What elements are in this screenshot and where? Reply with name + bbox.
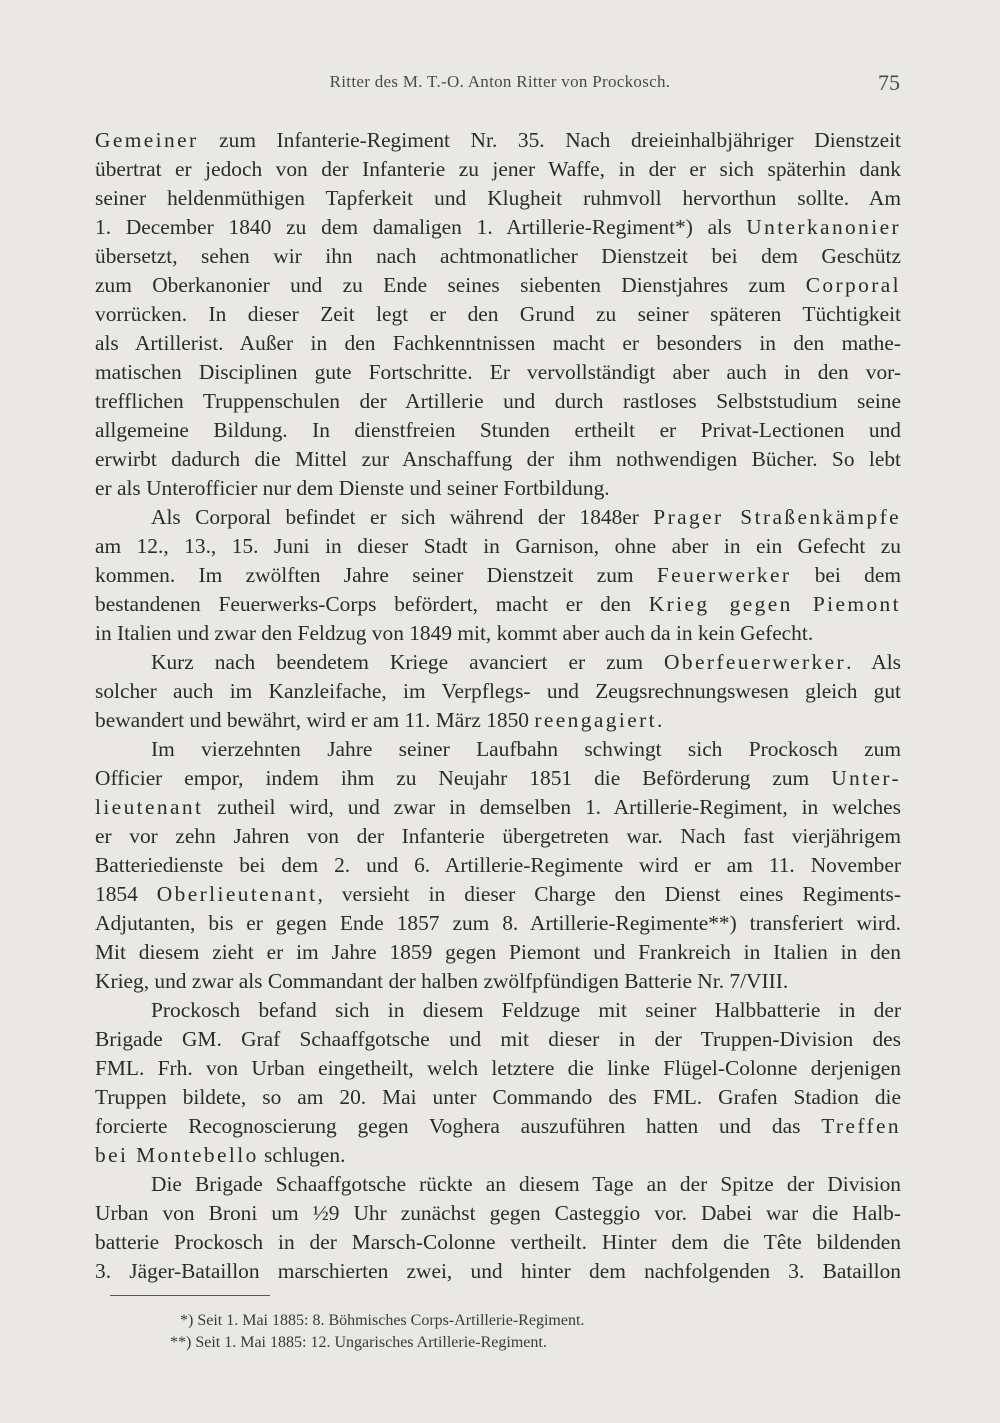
text-run: zum Oberkanonier und zu Ende seines siebenten Dienstjahres zum xyxy=(95,273,806,297)
text-line xyxy=(95,387,901,416)
text-line xyxy=(95,851,901,880)
text-run: Urban von Broni um ½9 Uhr zunächst gegen Casteggio vor. Dabei war die Halb- xyxy=(95,1201,901,1225)
text-line xyxy=(95,938,901,967)
text-run: Im vierzehnten Jahre seiner Laufbahn schwingt sich Prockosch zum xyxy=(151,737,901,761)
text-line xyxy=(95,503,901,532)
text-line xyxy=(95,1141,901,1170)
text-run: zum Infanterie-Regiment Nr. 35. Nach dreieinhalbjähriger Dienstzeit xyxy=(198,128,901,152)
text-run: in Italien und zwar den Feldzug von 1849 mit, kommt aber auch da in kein Gefecht. xyxy=(95,621,814,645)
footnotes xyxy=(150,1310,850,1354)
text-run: matischen Disciplinen gute Fortschritte. Er vervollständigt aber auch in den vor- xyxy=(95,360,901,384)
spaced-emphasis: Corporal xyxy=(805,273,901,297)
spaced-emphasis: lieutenant xyxy=(95,795,204,819)
text-run: . Als xyxy=(846,650,901,674)
text-line xyxy=(95,996,901,1025)
body-text xyxy=(95,126,901,1286)
text-run: Prockosch befand sich in diesem Feldzuge mit seiner Halbbatterie in der xyxy=(151,998,901,1022)
text-run: 3. Jäger-Bataillon marschierten zwei, und hinter dem nachfolgenden 3. Bataillon xyxy=(95,1259,901,1283)
text-line xyxy=(95,793,901,822)
text-line xyxy=(95,242,901,271)
text-line xyxy=(95,329,901,358)
footnote-1: *) Seit 1. Mai 1885: 8. Böhmisches Corps-Artillerie-Regiment. xyxy=(180,1312,585,1329)
text-run: bewandert und bewährt, wird er am 11. März 1850 xyxy=(95,708,535,732)
text-run: übertrat er jedoch von der Infanterie zu jener Waffe, in der er sich späterhin dank xyxy=(95,157,901,181)
text-line xyxy=(95,416,901,445)
text-line xyxy=(95,764,901,793)
spaced-emphasis: Feuerwerker xyxy=(656,563,792,587)
text-line xyxy=(95,967,901,996)
text-run: erwirbt dadurch die Mittel zur Anschaffung der ihm nothwendigen Bücher. So lebt xyxy=(95,447,901,471)
text-run: 1854 xyxy=(95,882,157,906)
text-line xyxy=(95,474,901,503)
text-run: forcierte Recognoscierung gegen Voghera auszuführen hatten und das xyxy=(95,1114,822,1138)
running-head: Ritter des M. T.-O. Anton Ritter von Prockosch. xyxy=(329,72,671,91)
text-line xyxy=(95,619,901,648)
spaced-emphasis: Unter- xyxy=(831,766,901,790)
spaced-emphasis: Prager Straßenkämpfe xyxy=(653,505,901,529)
text-line xyxy=(95,1083,901,1112)
text-run: Batteriedienste bei dem 2. und 6. Artillerie-Regimente wird er am 11. November xyxy=(95,853,901,877)
text-run: Als Corporal befindet er sich während der 1848er xyxy=(151,505,654,529)
text-run: er als Unterofficier nur dem Dienste und seiner Fortbildung. xyxy=(95,476,610,500)
spaced-emphasis: reengagiert xyxy=(534,708,657,732)
text-run: Officier empor, indem ihm zu Neujahr 1851 die Beförderung zum xyxy=(95,766,832,790)
text-run: seiner heldenmüthigen Tapferkeit und Klugheit ruhmvoll hervorthun sollte. Am xyxy=(95,186,901,210)
footnote-rule xyxy=(110,1295,270,1296)
page-number: 75 xyxy=(878,70,900,95)
text-line xyxy=(95,677,901,706)
text-run: als Artillerist. Außer in den Fachkenntnissen macht er besonders in den mathe- xyxy=(95,331,901,355)
text-run: am 12., 13., 15. Juni in dieser Stadt in Garnison, ohne aber in ein Gefecht zu xyxy=(95,534,901,558)
text-run: solcher auch im Kanzleifache, im Verpflegs- und Zeugsrechnungswesen gleich gut xyxy=(95,679,901,703)
text-run: 1. December 1840 zu dem damaligen 1. Artillerie-Regiment*) als xyxy=(95,215,747,239)
spaced-emphasis: Oberfeuerwerker xyxy=(664,650,847,674)
text-run: vorrücken. In dieser Zeit legt er den Grund zu seiner späteren Tüchtigkeit xyxy=(95,302,901,326)
text-line xyxy=(95,1025,901,1054)
text-line xyxy=(95,1054,901,1083)
text-run: Die Brigade Schaaffgotsche rückte an diesem Tage an der Spitze der Division xyxy=(151,1172,901,1196)
text-line xyxy=(95,300,901,329)
text-run: Kurz nach beendetem Kriege avanciert er zum xyxy=(151,650,664,674)
text-run: er vor zehn Jahren von der Infanterie übergetreten war. Nach fast vierjährigem xyxy=(95,824,901,848)
text-line xyxy=(95,648,901,677)
spaced-emphasis: Oberlieutenant xyxy=(156,882,318,906)
text-line xyxy=(95,822,901,851)
text-run: Mit diesem zieht er im Jahre 1859 gegen Piemont und Frankreich in Italien in den xyxy=(95,940,901,964)
footnote-2: **) Seit 1. Mai 1885: 12. Ungarisches Artillerie-Regiment. xyxy=(170,1334,547,1351)
spaced-emphasis: Unterkanonier xyxy=(746,215,901,239)
text-line xyxy=(95,735,901,764)
text-line xyxy=(95,706,901,735)
page-header xyxy=(0,70,1000,100)
text-line xyxy=(95,1257,901,1286)
text-run: kommen. Im zwölften Jahre seiner Dienstzeit zum xyxy=(95,563,657,587)
text-run: zutheil wird, und zwar in demselben 1. Artillerie-Regiment, in welches xyxy=(203,795,901,819)
text-line xyxy=(95,1170,901,1199)
text-line xyxy=(95,358,901,387)
text-line xyxy=(95,1199,901,1228)
text-line xyxy=(95,155,901,184)
text-line xyxy=(95,1228,901,1257)
text-line xyxy=(95,126,901,155)
text-line xyxy=(95,909,901,938)
text-run: FML. Frh. von Urban eingetheilt, welch letztere die linke Flügel-Colonne derjenigen xyxy=(95,1056,901,1080)
text-line xyxy=(95,213,901,242)
text-line xyxy=(95,184,901,213)
spaced-emphasis: bei Montebello xyxy=(95,1143,259,1167)
spaced-emphasis: Gemeiner xyxy=(95,128,199,152)
text-run: bestandenen Feuerwerks-Corps befördert, macht er den xyxy=(95,592,649,616)
text-run: , versieht in dieser Charge den Dienst eines Regiments- xyxy=(317,882,901,906)
spaced-emphasis: Krieg gegen Piemont xyxy=(648,592,901,616)
text-line xyxy=(95,532,901,561)
text-run: schlugen. xyxy=(258,1143,346,1167)
text-run: übersetzt, sehen wir ihn nach achtmonatlicher Dienstzeit bei dem Geschütz xyxy=(95,244,901,268)
text-run: bei dem xyxy=(791,563,901,587)
text-run: trefflichen Truppenschulen der Artillerie und durch rastloses Selbststudium seine xyxy=(95,389,901,413)
text-line xyxy=(95,271,901,300)
spaced-emphasis: Treffen xyxy=(821,1114,901,1138)
text-run: Krieg, und zwar als Commandant der halben zwölfpfündigen Batterie Nr. 7/VIII. xyxy=(95,969,789,993)
text-line xyxy=(95,445,901,474)
text-run: batterie Prockosch in der Marsch-Colonne vertheilt. Hinter dem die Tête bildenden xyxy=(95,1230,901,1254)
text-line xyxy=(95,1112,901,1141)
text-line xyxy=(95,561,901,590)
text-run: allgemeine Bildung. In dienstfreien Stunden ertheilt er Privat-Lectionen und xyxy=(95,418,901,442)
text-run: Truppen bildete, so am 20. Mai unter Commando des FML. Grafen Stadion die xyxy=(95,1085,901,1109)
text-run: Adjutanten, bis er gegen Ende 1857 zum 8. Artillerie-Regimente**) transferiert wird. xyxy=(95,911,901,935)
text-run: . xyxy=(656,708,663,732)
text-line xyxy=(95,590,901,619)
text-run: Brigade GM. Graf Schaaffgotsche und mit dieser in der Truppen-Division des xyxy=(95,1027,901,1051)
text-line xyxy=(95,880,901,909)
